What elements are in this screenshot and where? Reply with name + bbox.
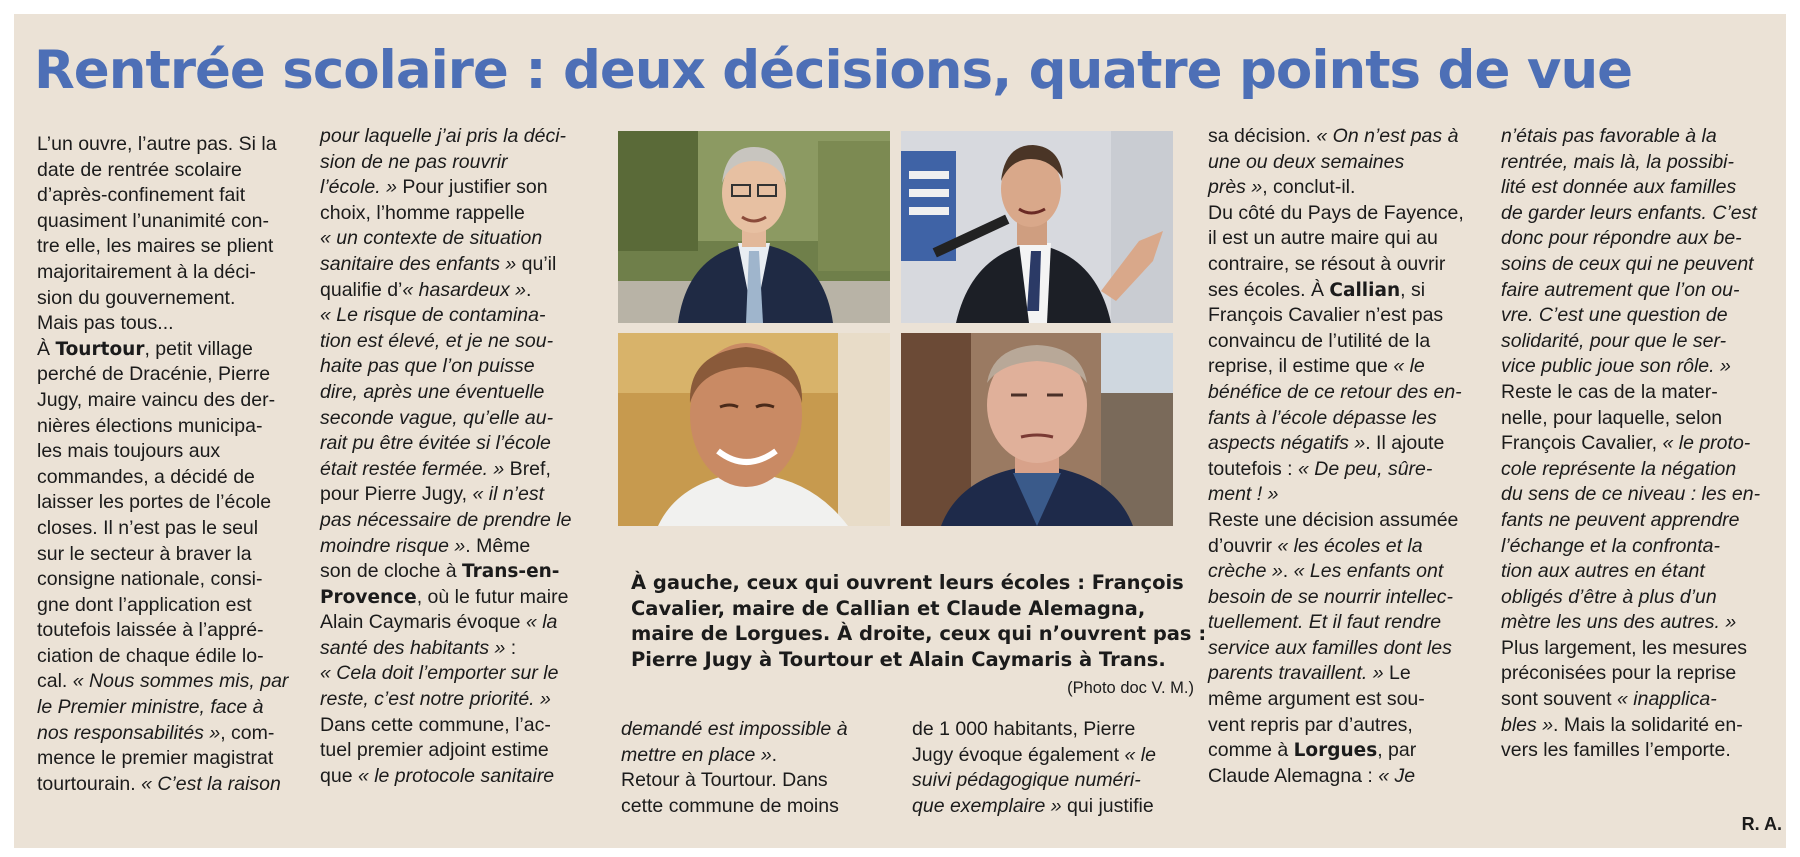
- quote-text: « la: [525, 611, 558, 634]
- body-text: quasiment l’unanimité con-: [37, 209, 269, 232]
- text-line: [1501, 687, 1781, 713]
- text-line: [1208, 380, 1498, 406]
- body-text: ciation de chaque édile lo-: [37, 644, 264, 667]
- column-3: [621, 717, 881, 819]
- body-text: sa décision.: [1208, 125, 1317, 147]
- text-line: [1208, 610, 1498, 636]
- text-line: [37, 183, 302, 209]
- text-line: [1208, 278, 1498, 304]
- text-line: [1501, 380, 1781, 406]
- quote-text: « un contexte de situation: [320, 227, 543, 250]
- quote-text: besoin de se nourrir intellec-: [1208, 585, 1453, 608]
- body-text: tourtourain.: [37, 772, 142, 795]
- text-line: [1208, 226, 1498, 252]
- body-text: nelle, pour laquelle, selon: [1501, 406, 1723, 429]
- quote-text: faire autrement que l’on ou-: [1501, 278, 1740, 301]
- quote-text: tuellement. Et il faut rendre: [1208, 611, 1442, 634]
- text-line: [1208, 329, 1498, 355]
- text-line: [1208, 431, 1498, 457]
- quote-text: « il n’est: [472, 483, 545, 506]
- text-line: [1501, 482, 1781, 508]
- body-text: ses écoles. À: [1208, 278, 1330, 301]
- text-line: [1501, 226, 1781, 252]
- text-line: [1501, 457, 1781, 483]
- body-text: , com-: [220, 721, 275, 744]
- text-line: [1208, 738, 1498, 764]
- text-line: [320, 534, 610, 560]
- text-line: [37, 593, 302, 619]
- text-line: [1208, 713, 1498, 739]
- quote-text: sanitaire des enfants »: [320, 252, 517, 275]
- text-line: [1208, 150, 1498, 176]
- body-text: Reste une décision assumée: [1208, 508, 1459, 531]
- quote-text: « le protocole sanitaire: [357, 764, 555, 787]
- quote-text: « Je: [1378, 764, 1416, 787]
- text-line: [320, 226, 610, 252]
- text-line: [1501, 124, 1781, 150]
- text-line: [320, 764, 610, 790]
- body-text: pour Pierre Jugy,: [320, 483, 473, 506]
- quote-text: fants à l’école dépasse les: [1208, 406, 1437, 429]
- quote-text: l’échange et la confronta-: [1501, 534, 1720, 557]
- body-text: son de cloche à: [320, 560, 463, 583]
- text-line: [320, 482, 610, 508]
- text-line: [1208, 457, 1498, 483]
- body-text: Pour justifier son: [396, 176, 548, 199]
- column-1: [37, 132, 302, 797]
- body-text: les mais toujours aux: [37, 440, 221, 463]
- text-line: [320, 559, 610, 585]
- body-text: .: [771, 743, 778, 766]
- text-line: [1208, 585, 1498, 611]
- photo-claude-alemagna: [901, 131, 1173, 323]
- text-line: [37, 132, 302, 158]
- text-line: [1208, 534, 1498, 560]
- text-line: [320, 636, 610, 662]
- body-text: L’un ouvre, l’autre pas. Si la: [37, 133, 277, 155]
- body-text: sont souvent: [1501, 688, 1617, 711]
- text-line: [320, 713, 610, 739]
- body-text: . Même: [465, 534, 531, 557]
- text-line: [621, 768, 881, 794]
- text-line: [1501, 278, 1781, 304]
- body-text: Mais pas tous...: [37, 312, 174, 335]
- text-line: [1501, 713, 1781, 739]
- text-line: [320, 150, 610, 176]
- text-line: [37, 388, 302, 414]
- body-text: nières élections municipa-: [37, 414, 263, 437]
- quote-text: service aux familles dont les: [1208, 636, 1452, 659]
- body-text: comme à: [1208, 739, 1294, 762]
- body-text: consigne nationale, consi-: [37, 568, 263, 591]
- quote-text: de garder leurs enfants. C’est: [1501, 201, 1757, 224]
- quote-text: aspects négatifs »: [1208, 432, 1366, 455]
- body-text: reprise, il estime que: [1208, 355, 1394, 378]
- text-line: [320, 380, 610, 406]
- quote-text: demandé est impossible à: [621, 718, 848, 740]
- body-text: contraire, se résout à ouvrir: [1208, 252, 1446, 275]
- body-text: . Il ajoute: [1365, 432, 1445, 455]
- quote-text: une ou deux semaines: [1208, 150, 1405, 173]
- quote-text: « C’est la raison: [141, 772, 281, 795]
- text-line: [37, 209, 302, 235]
- quote-text: « le: [1393, 355, 1425, 378]
- text-line: [320, 354, 610, 380]
- text-line: [37, 516, 302, 542]
- quote-text: dire, après une éventuelle: [320, 380, 545, 403]
- body-text: :: [505, 636, 517, 659]
- quote-text: solidarité, pour que le ser-: [1501, 329, 1727, 352]
- text-line: [1501, 610, 1781, 636]
- text-line: [320, 610, 610, 636]
- text-line: [37, 618, 302, 644]
- column-5: [1208, 124, 1498, 789]
- text-line: [1501, 585, 1781, 611]
- text-line: [1208, 559, 1498, 585]
- text-line: [912, 717, 1197, 743]
- text-line: [37, 695, 302, 721]
- text-line: [37, 746, 302, 772]
- body-text: , si: [1400, 278, 1426, 301]
- photo-alain-caymaris: [901, 333, 1173, 526]
- quote-text: bénéfice de ce retour des en-: [1208, 380, 1462, 403]
- text-line: [320, 661, 610, 687]
- body-text: d’après-confinement fait: [37, 184, 246, 207]
- body-text: qui justifie: [1061, 794, 1154, 817]
- quote-text: pour laquelle j’ai pris la déci-: [320, 125, 567, 147]
- text-line: [320, 329, 610, 355]
- text-line: [37, 669, 302, 695]
- quote-text: était restée fermée. »: [320, 457, 505, 480]
- quote-text: tion est élevé, et je ne sou-: [320, 329, 554, 352]
- place-name: Provence: [320, 586, 417, 608]
- caption-line: maire de Lorgues. À droite, ceux qui n’ouvrent pas :: [631, 622, 1207, 645]
- place-name: Trans-en-: [462, 561, 560, 583]
- quote-text: mettre en place »: [621, 743, 772, 766]
- caption-line: À gauche, ceux qui ouvrent leurs écoles : François: [631, 571, 1184, 594]
- text-line: [1208, 482, 1498, 508]
- quote-text: obligés d’être à plus d’un: [1501, 585, 1717, 608]
- text-line: [37, 337, 302, 363]
- quote-text: santé des habitants »: [320, 636, 506, 659]
- text-line: [1501, 252, 1781, 278]
- body-text: vent repris par d’autres,: [1208, 713, 1413, 736]
- quote-text: tion aux autres en étant: [1501, 560, 1705, 583]
- text-line: [1501, 738, 1781, 764]
- body-text: qu’il: [516, 252, 557, 275]
- quote-text: cole représente la négation: [1501, 457, 1737, 480]
- text-line: [1208, 406, 1498, 432]
- quote-text: crèche »: [1208, 560, 1283, 583]
- text-line: [37, 311, 302, 337]
- text-line: [1501, 508, 1781, 534]
- body-text: Jugy, maire vaincu des der-: [37, 388, 276, 411]
- text-line: [621, 794, 881, 820]
- body-text: Bref,: [504, 457, 551, 480]
- text-line: [1208, 764, 1498, 790]
- text-line: [37, 362, 302, 388]
- body-text: , où le futur maire: [416, 585, 569, 608]
- quote-text: pas nécessaire de prendre le: [320, 508, 572, 531]
- body-text: Plus largement, les mesures: [1501, 636, 1748, 659]
- text-line: [320, 201, 610, 227]
- text-line: [320, 406, 610, 432]
- text-line: [320, 124, 610, 150]
- quote-text: donc pour répondre aux be-: [1501, 227, 1742, 250]
- body-text: sion du gouvernement.: [37, 286, 236, 309]
- body-text: , conclut-il.: [1262, 176, 1356, 199]
- quote-text: près »: [1208, 176, 1263, 199]
- text-line: [912, 794, 1197, 820]
- photo-caption: [631, 570, 1207, 672]
- place-name: Tourtour: [55, 338, 145, 360]
- text-line: [1208, 303, 1498, 329]
- body-text: Reste le cas de la mater-: [1501, 380, 1718, 403]
- body-text: de 1 000 habitants, Pierre: [912, 718, 1136, 740]
- quote-text: seconde vague, qu’elle au-: [320, 406, 554, 429]
- text-line: [37, 490, 302, 516]
- place-name: Callian: [1329, 279, 1401, 301]
- text-line: [320, 175, 610, 201]
- quote-text: « hasardeux »: [402, 278, 526, 301]
- text-line: [1501, 150, 1781, 176]
- text-line: [1208, 201, 1498, 227]
- body-text: Dans cette commune, l’ac-: [320, 713, 551, 736]
- text-line: [1208, 687, 1498, 713]
- body-text: .: [1282, 560, 1294, 583]
- body-text: cal.: [37, 670, 73, 693]
- quote-text: « Nous sommes mis, par: [72, 670, 289, 693]
- quote-text: mètre les uns des autres. »: [1501, 611, 1737, 634]
- body-text: préconisées pour la reprise: [1501, 662, 1737, 685]
- body-text: il est un autre maire qui au: [1208, 227, 1438, 250]
- body-text: perché de Dracénie, Pierre: [37, 363, 271, 386]
- text-line: [37, 260, 302, 286]
- body-text: Retour à Tourtour. Dans: [621, 769, 828, 792]
- body-text: . Mais la solidarité en-: [1553, 713, 1743, 736]
- body-text: convaincu de l’utilité de la: [1208, 329, 1431, 352]
- text-line: [320, 738, 610, 764]
- quote-text: parents travaillent. »: [1208, 662, 1384, 685]
- quote-text: soins de ceux qui ne peuvent: [1501, 252, 1754, 275]
- quote-text: nos responsabilités »: [37, 721, 221, 744]
- body-text: vers les familles l’emporte.: [1501, 739, 1731, 762]
- text-line: [37, 567, 302, 593]
- text-line: [320, 457, 610, 483]
- text-line: [1208, 252, 1498, 278]
- body-text: , petit village: [144, 337, 253, 360]
- column-4: [912, 717, 1197, 819]
- caption-line: Cavalier, maire de Callian et Claude Alemagna,: [631, 596, 1146, 620]
- text-line: [1501, 431, 1781, 457]
- text-line: [1501, 201, 1781, 227]
- text-line: [1208, 124, 1498, 150]
- text-line: [1501, 329, 1781, 355]
- quote-text: « le proto-: [1662, 432, 1751, 455]
- body-text: Claude Alemagna :: [1208, 764, 1379, 787]
- text-line: [1501, 534, 1781, 560]
- body-text: Le: [1383, 662, 1411, 685]
- quote-text: « Cela doit l’emporter sur le: [320, 662, 559, 685]
- quote-text: fants ne peuvent apprendre: [1501, 508, 1740, 531]
- quote-text: « Le risque de contamina-: [320, 304, 546, 327]
- quote-text: « Les enfants ont: [1293, 560, 1444, 583]
- quote-text: « inapplica-: [1617, 688, 1717, 711]
- quote-text: « De peu, sûre-: [1297, 457, 1433, 480]
- body-text: majoritairement à la déci-: [37, 260, 256, 283]
- quote-text: bles »: [1501, 713, 1554, 736]
- text-line: [1501, 175, 1781, 201]
- text-line: [320, 687, 610, 713]
- quote-text: que exemplaire »: [912, 794, 1062, 817]
- body-text: qualifie d’: [320, 278, 403, 301]
- body-text: toutefois laissée à l’appré-: [37, 619, 264, 642]
- text-line: [37, 721, 302, 747]
- photo-pierre-jugy: [618, 333, 890, 526]
- body-text: François Cavalier,: [1501, 432, 1663, 455]
- body-text: tre elle, les maires se plient: [37, 235, 274, 258]
- body-text: Jugy évoque également: [912, 743, 1125, 766]
- column-2: [320, 124, 610, 789]
- body-text: toutefois :: [1208, 457, 1298, 480]
- quote-text: n’étais pas favorable à la: [1501, 125, 1717, 147]
- quote-text: reste, c’est notre priorité. »: [320, 688, 551, 711]
- place-name: Lorgues: [1293, 740, 1378, 762]
- body-text: choix, l’homme rappelle: [320, 201, 525, 224]
- quote-text: haite pas que l’on puisse: [320, 355, 535, 378]
- text-line: [1501, 636, 1781, 662]
- quote-text: « les écoles et la: [1277, 534, 1423, 557]
- text-line: [1208, 175, 1498, 201]
- body-text: À: [37, 337, 56, 360]
- photo-credit: (Photo doc V. M.): [1067, 679, 1194, 697]
- text-line: [1501, 661, 1781, 687]
- text-line: [1208, 508, 1498, 534]
- quote-text: vice public joue son rôle. »: [1501, 355, 1731, 378]
- quote-text: lité est donnée aux familles: [1501, 176, 1737, 199]
- text-line: [37, 234, 302, 260]
- body-text: date de rentrée scolaire: [37, 158, 242, 181]
- text-line: [37, 644, 302, 670]
- body-text: , par: [1377, 739, 1417, 762]
- text-line: [1501, 406, 1781, 432]
- text-line: [320, 431, 610, 457]
- quote-text: ment ! »: [1208, 483, 1279, 506]
- body-text: Du côté du Pays de Fayence,: [1208, 201, 1464, 224]
- article: [14, 14, 1786, 848]
- quote-text: « le: [1124, 743, 1156, 766]
- text-line: [37, 286, 302, 312]
- text-line: [621, 743, 881, 769]
- quote-text: sion de ne pas rouvrir: [320, 150, 508, 173]
- body-text: tuel premier adjoint estime: [320, 739, 549, 762]
- headline: Rentrée scolaire : deux décisions, quatre points de vue: [34, 40, 1633, 101]
- author-signature: R. A.: [1741, 814, 1782, 834]
- quote-text: suivi pédagogique numéri-: [912, 769, 1141, 792]
- body-text: que: [320, 764, 358, 787]
- text-line: [1501, 354, 1781, 380]
- text-line: [1501, 303, 1781, 329]
- quote-text: vre. C’est une question de: [1501, 304, 1728, 327]
- text-line: [37, 158, 302, 184]
- text-line: [912, 768, 1197, 794]
- text-line: [37, 414, 302, 440]
- body-text: Alain Caymaris évoque: [320, 611, 526, 634]
- text-line: [320, 585, 610, 611]
- body-text: d’ouvrir: [1208, 534, 1278, 557]
- body-text: .: [525, 278, 532, 301]
- body-text: commandes, a décidé de: [37, 465, 255, 488]
- text-line: [37, 465, 302, 491]
- quote-text: du sens de ce niveau : les en-: [1501, 483, 1761, 506]
- text-line: [320, 278, 610, 304]
- text-line: [37, 542, 302, 568]
- quote-text: moindre risque »: [320, 534, 466, 557]
- text-line: [320, 252, 610, 278]
- quote-text: « On n’est pas à: [1316, 125, 1459, 147]
- body-text: laisser les portes de l’école: [37, 491, 272, 514]
- body-text: sur le secteur à braver la: [37, 542, 252, 565]
- body-text: closes. Il n’est pas le seul: [37, 516, 259, 539]
- text-line: [320, 303, 610, 329]
- body-text: cette commune de moins: [621, 794, 839, 817]
- text-line: [1501, 559, 1781, 585]
- text-line: [1208, 661, 1498, 687]
- text-line: [912, 743, 1197, 769]
- quote-text: rait pu être évitée si l’école: [320, 432, 551, 455]
- text-line: [37, 439, 302, 465]
- body-text: François Cavalier n’est pas: [1208, 304, 1444, 327]
- photo-francois-cavalier: [618, 131, 890, 323]
- body-text: gne dont l’application est: [37, 593, 252, 616]
- quote-text: rentrée, mais là, la possibi-: [1501, 150, 1735, 173]
- body-text: même argument est sou-: [1208, 688, 1425, 711]
- column-6: [1501, 124, 1781, 764]
- text-line: [1208, 636, 1498, 662]
- text-line: [320, 508, 610, 534]
- text-line: [1208, 354, 1498, 380]
- quote-text: l’école. »: [320, 176, 397, 199]
- text-line: [37, 772, 302, 798]
- caption-line: Pierre Jugy à Tourtour et Alain Caymaris à Trans.: [631, 647, 1166, 671]
- quote-text: le Premier ministre, face à: [37, 696, 264, 719]
- body-text: mence le premier magistrat: [37, 747, 274, 770]
- text-line: [621, 717, 881, 743]
